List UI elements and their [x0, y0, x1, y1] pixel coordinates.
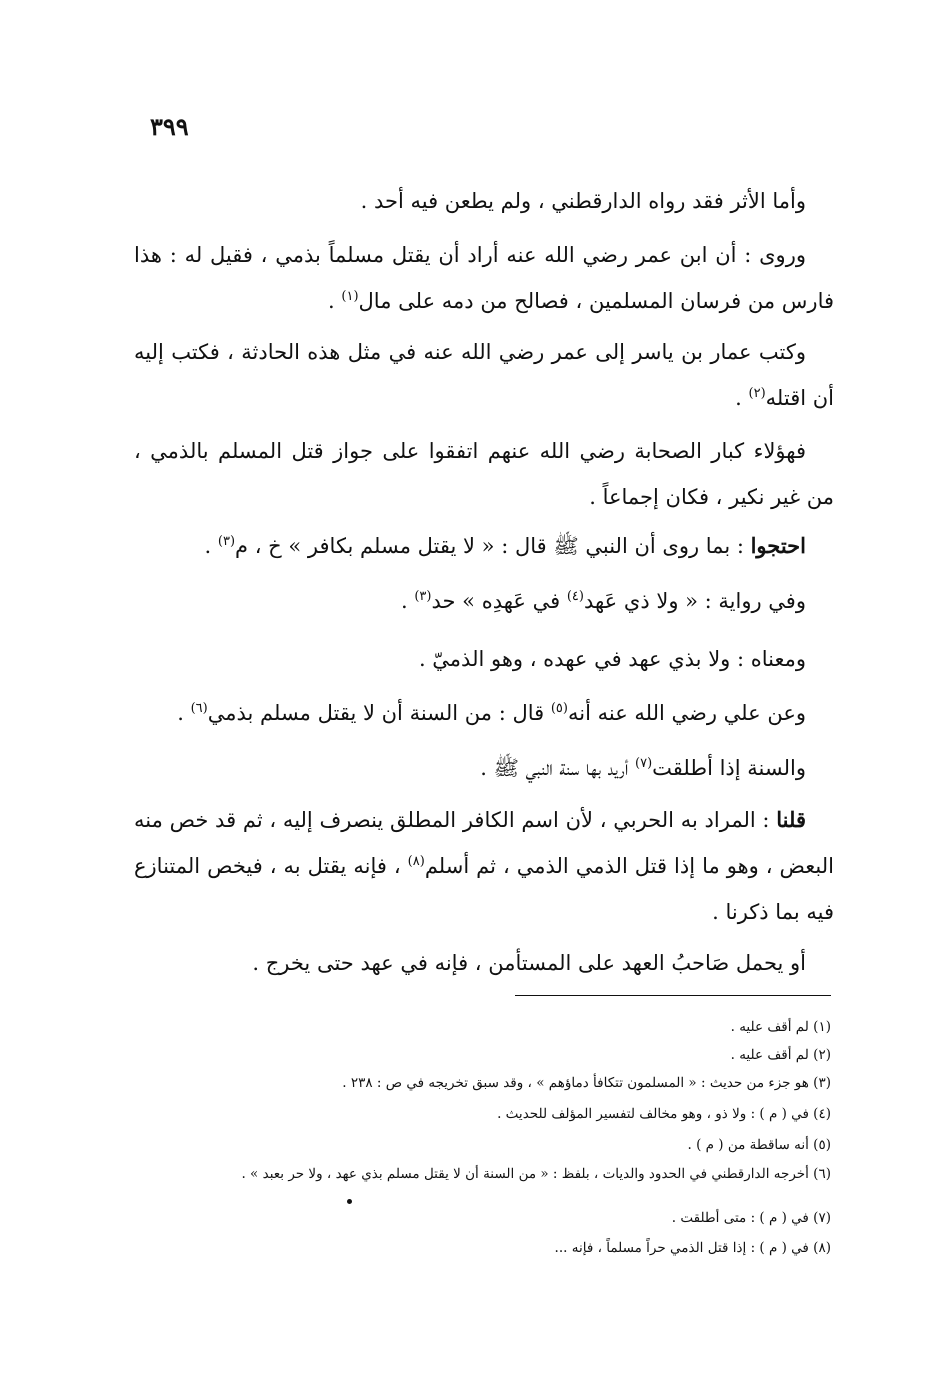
footnote-ref: (٣): [217, 534, 236, 549]
paragraph-text: وأما الأثر فقد رواه الدارقطني ، ولم يطعن فيه أحد .: [360, 189, 806, 213]
footnote-5: (٥) أنه ساقطة من ( م ) .: [687, 1137, 831, 1153]
paragraph-11: [134, 940, 806, 986]
footnote-7: (٧) في ( م ) : متى أطلقت .: [671, 1210, 831, 1226]
footnote-6: (٦) أخرجه الدارقطني في الحدود والديات ، بلفظ : « من السنة أن لا يقتل مسلم بذي عهد ، ولا حر بعبد » .: [241, 1166, 831, 1182]
ink-speck: [347, 1199, 352, 1204]
footnote-ref: (٢): [748, 386, 766, 401]
paragraph-6: [134, 578, 806, 624]
paragraph-tail: .: [735, 386, 749, 410]
paragraph-10: [134, 797, 834, 935]
page-number: ٣٩٩: [150, 112, 189, 141]
paragraph-text: : بما روى أن النبي ﷺ قال : « لا يقتل مسلم بكافر » خ ، م: [235, 534, 751, 558]
paragraph-text: : المراد به الحربي ، لأن اسم الكافر المطلق ينصرف إليه ، ثم قد خص منه البعض ، وهو ما إذا قتل الذمي الذمي ، ثم أسلم: [134, 808, 834, 878]
paragraph-8: [134, 690, 806, 736]
paragraph-9: [134, 745, 806, 791]
paragraph-text: والسنة إذا أطلقت: [652, 756, 806, 780]
footnote-4: (٤) في ( م ) : ولا ذو ، وهو مخالف لتفسير المؤلف للحديث .: [497, 1106, 831, 1122]
paragraph-text: قال : من السنة أن لا يقتل مسلم بذمي: [207, 701, 551, 725]
paragraph-1: [134, 178, 806, 224]
paragraph-5: [134, 523, 806, 569]
footnote-ref: (٤): [566, 589, 584, 604]
paragraph-text: وفي رواية : « ولا ذي عَهد: [583, 589, 806, 613]
paragraph-tail: .: [328, 289, 342, 313]
footnote-3: (٣) هو جزء من حديث : « المسلمون تتكافأ دماؤهم » ، وقد سبق تخريجه في ص : ٢٣٨ .: [342, 1075, 831, 1091]
paragraph-3: [134, 329, 834, 421]
paragraph-tail: .: [177, 701, 191, 725]
paragraph-text: أو يحمل صَاحبُ العهد على المستأمن ، فإنه في عهد حتى يخرج .: [252, 951, 806, 975]
paragraph-tail: .: [204, 534, 218, 558]
footnote-separator: [515, 995, 831, 996]
paragraph-4: [134, 428, 834, 520]
paragraph-text: وعن علي رضي الله عنه أنه: [567, 701, 806, 725]
paragraph-text: ومعناه : ولا بذي عهد في عهده ، وهو الذميّ .: [418, 647, 806, 671]
paragraph-2: [134, 232, 834, 324]
footnote-8: (٨) في ( م ) : إذا قتل الذمي حراً مسلماً ، فإنه ...: [554, 1240, 831, 1256]
paragraph-text: وكتب عمار بن ياسر إلى عمر رضي الله عنه في مثل هذه الحادثة ، فكتب إليه أن اقتله: [134, 340, 834, 410]
paragraph-7: [134, 636, 806, 682]
paragraph-lead: احتجوا: [750, 533, 806, 558]
paragraph-text: في عَهدِه » حد: [431, 589, 567, 613]
paragraph-tail: .: [400, 589, 415, 613]
footnote-ref: (١): [341, 289, 359, 304]
paragraph-text: وروى : أن ابن عمر رضي الله عنه أراد أن يقتل مسلماً بذمي ، فقيل له : هذا فارس من فرسان المسلمين ، فصالح من دمه على مال: [134, 243, 834, 313]
footnote-ref: (٣): [414, 589, 432, 604]
paragraph-lead: قلنا: [776, 807, 806, 832]
paragraph-text: فهؤلاء كبار الصحابة رضي الله عنهم اتفقوا على جواز قتل المسلم بالذمي ، من غير نكير ، فكان إجماعاً .: [134, 439, 834, 509]
paragraph-text: أريد بها سنة النبي ﷺ .: [480, 756, 636, 780]
footnote-ref: (٦): [190, 701, 208, 716]
footnote-1: (١) لم أقف عليه .: [730, 1019, 831, 1035]
footnote-ref: (٨): [407, 854, 425, 869]
paragraph-text: ، فإنه يقتل به ، فيخص المتنازع فيه بما ذكرنا .: [134, 854, 834, 924]
footnote-ref: (٧): [635, 756, 653, 771]
footnote-2: (٢) لم أقف عليه .: [730, 1047, 831, 1063]
footnote-ref: (٥): [550, 701, 568, 716]
